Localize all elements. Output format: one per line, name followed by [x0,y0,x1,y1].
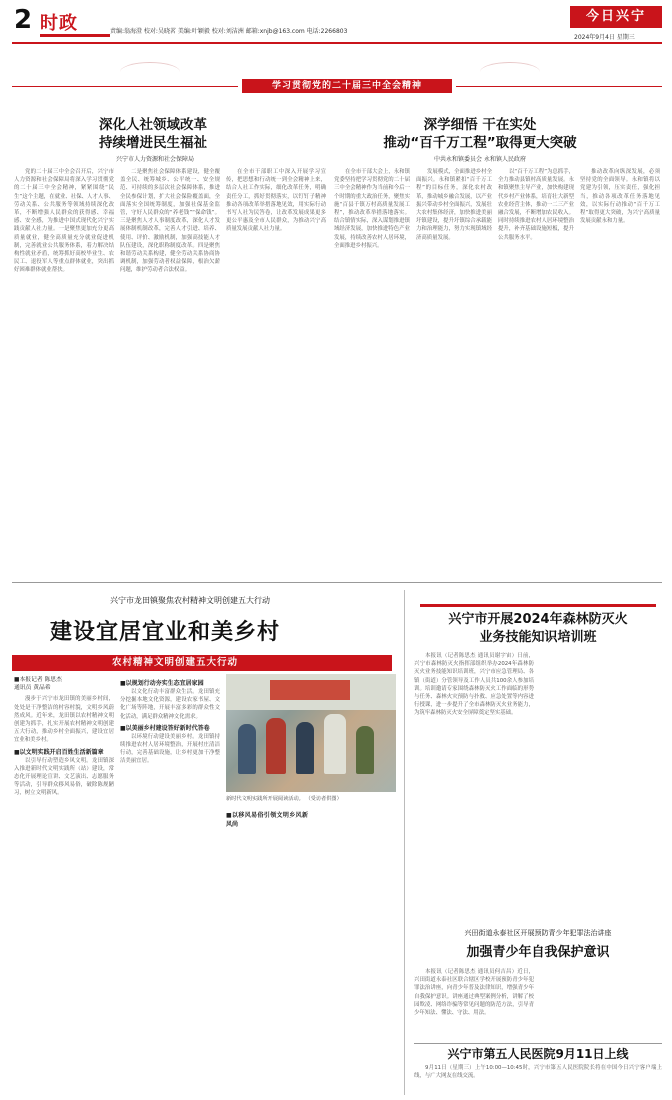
youth-protection-kicker: 兴田街道永泰社区开展预防青少年犯罪法治讲座 [464,929,612,937]
masthead-rule [12,42,662,44]
village-feature-bar [12,655,392,671]
fire-training-column-1 [414,652,534,920]
fire-training-rule [420,604,656,607]
fire-training-paragraph: 本报讯（记者陈思杰 通讯员谢宇宙）日前，兴宁市森林防灭火指挥部组织举办2024年森林防灭火业务技能知识培训班，兴宁市应急管理局、各镇（街道）分管领导及工作人员共100余人参加培训。培训邀请专家围绕森林防灭火工作面临的形势与任务、森林火灾预防与扑救、应急处置等内容进行授课，进一步提升了全市森林防灭火业务能力，为筑牢森林防灭火安全屏障奠定坚实基础。 [414,653,534,717]
banner-line-left [12,86,238,87]
article-a-byline: 兴宁市人力资源和社会保障局 [115,156,194,163]
article-b-paragraph: 以“百千万工程”为总抓手，全力推动县镇村高质量发展。永和镇聚焦主导产业，加快构建现代乡村产业体系，培育壮大新型农业经营主体，推动一二三产业融合发展，不断增加农民收入。同时持续推进农村人居环境整治提升，补齐基础设施短板，提升公共服务水平。 [498,169,574,241]
photo-person [296,722,314,774]
village-photo-caption: 新时代文明实践所开展阅读活动。 （受访者供图） [226,796,342,802]
special-topic-label: 学习贯彻党的二十届三中全会精神 [242,79,452,93]
village-subhead: ■以移风易俗引领文明乡风新风尚 [226,812,308,828]
photo-banner [270,680,350,700]
article-a-column-2 [120,168,220,576]
youth-protection-title: 加强青少年自我保护意识 [466,945,610,960]
article-a-column-1 [14,168,114,576]
hospital-online-title: 兴宁市第五人民医院9月11日上线 [447,1047,629,1061]
village-byline: ■本报记者 陈思杰 通讯员 黄品希 [14,677,62,692]
column-divider [404,590,405,1095]
village-subhead: ■以文明实践开启百姓生活新篇章 [14,748,104,756]
article-a-paragraph: 在全市干部职工中深入开展学习宣传，把思想和行动统一到全会精神上来，结合人社工作实际，细化改革任务，明确责任分工，抓好贯彻落实，以钉钉子精神推动各项改革举措落地见效，用实际行动书写人社为民答卷，让改革发展成果更多更公平惠及全市人民群众，为推动兴宁高质量发展贡献人社力量。 [226,169,326,233]
hospital-online-paragraph: 9月11日（星期三）上午10:00—10:45时，兴宁市第五人民医院院长将在中国今日兴宁客户端上线，与广大网友在线交流。 [414,1065,662,1080]
village-column-1 [14,676,114,1094]
village-photo [226,674,396,792]
article-b-byline: 中共永和镇委员会 永和镇人民政府 [434,156,526,163]
masthead [0,0,672,44]
section-underline [40,34,110,37]
village-column-2 [120,676,220,1094]
photo-person [238,724,256,774]
special-topic-banner [12,79,662,93]
newspaper-logo: 今日兴宁 [570,6,662,28]
village-subhead: ■以美丽乡村建设答好新时代答卷 [120,724,210,732]
article-a-column-3 [226,168,326,576]
youth-protection-paragraph: 本报讯（记者陈思杰 通讯员何吉昌）近日，兴田街道永泰社区联合辖区学校开展预防青少年犯罪法治讲座，向青少年普及法律知识，增强青少年自我保护意识。讲座通过典型案例分析，讲解了校园欺凌、网络诈骗等常见问题的防范方法，引导青少年知法、懂法、守法、用法。 [414,969,534,1017]
article-b-title: 深学细悟 干在实处 推动“百千万工程”取得更大突破 [383,117,577,151]
photo-person [356,726,374,774]
congress-rule [414,1043,662,1044]
youth-protection-column-2 [540,968,662,1040]
banner-line-right [456,86,662,87]
section-divider [12,582,662,583]
section-name: 时政 [40,13,78,34]
article-a-paragraph: 二是聚焦社会保障体系建设，健全覆盖全民、统筹城乡、公平统一、安全规范、可持续的多层次社会保障体系，推进全民参保计划，扩大社会保险覆盖面，全面落实全国统筹制度，加强社保基金监管，守好人民群众的“养老钱”“保命钱”。三是聚焦人才人事制度改革，深化人才发展体制机制改革，完善人才引进、培养、使用、评价、激励机制，加强高技能人才队伍建设，深化职称制度改革。四是聚焦和谐劳动关系构建，健全劳动关系协商协调机制，加强劳动者权益保障，根治欠薪问题，维护劳动者合法权益。 [120,169,220,274]
article-a-paragraph: 党的二十届三中全会召开后，兴宁市人力资源和社会保障局将深入学习贯彻党的二十届三中全会精神，紧紧围绕“民生”这个主题，在就业、社保、人才人事、劳动关系、公共服务等领域持续深化改革，不断增强人民群众的获得感、幸福感、安全感，为推进中国式现代化兴宁实践贡献人社力量。一是聚焦更加充分更高质量就业，健全高质量充分就业促进机制，完善就业公共服务体系，着力解决结构性就业矛盾，统筹抓好高校毕业生、农民工、退役军人等重点群体就业，突出抓好困难群体就业帮扶。 [14,169,114,274]
article-b-paragraph: 推动改革向纵深发展，必须坚持党的全面领导。永和镇将以党建为引领，压实责任，强化担当，推动各项改革任务落地见效，以实际行动推动“百千万工程”取得更大突破，为兴宁高质量发展贡献永和力量。 [580,169,660,225]
article-b-column-3 [498,168,574,576]
article-a-title: 深化人社领域改革 持续增进民生福祉 [99,117,207,151]
village-paragraph: 以环境行动建设美丽乡村。龙田镇持续推进农村人居环境整治，开展村庄清洁行动，完善基础设施，让乡村更加干净整洁美丽宜居。 [120,733,220,765]
article-b-paragraph: 发展模式，全面推进乡村全面振兴。永和镇紧扣“百千万工程”的目标任务，深化农村改革，推动城乡融合发展，以产业振兴带动乡村全面振兴，发展壮大农村集体经济，加快推进美丽圩镇建设，提升圩镇综合承载能力和治理能力，努力实现镇域经济高质量发展。 [416,169,492,241]
village-feature-kicker: 兴宁市龙田镇聚焦农村精神文明创建五大行动 [110,596,270,605]
photo-person [324,714,346,774]
village-column-3 [226,808,308,1094]
village-paragraph: 以引导行动塑造乡风文明。龙田镇深入推进新时代文明实践所（站）建设，常态化开展理论宣讲、文艺演出、志愿服务等活动，引导群众移风易俗，破除陈规陋习，树立文明新风。 [14,757,114,797]
issue-date: 2024年9月4日 星期三 [574,34,635,41]
fire-training-column-2 [540,652,662,920]
village-feature-title: 建设宜居宜业和美乡村 [50,620,281,645]
fire-training-title: 兴宁市开展2024年森林防灭火 业务技能知识培训班 [448,612,628,645]
hospital-online-body [414,1064,662,1096]
page-number: 2 [14,5,33,35]
article-b-paragraph: 在全市干部大会上，永和镇党委坚持把学习贯彻党的二十届三中全会精神作为当前和今后一个时期的重大政治任务，聚焦实施“百县千镇万村高质量发展工程”，推动改革举措落地落实。结合镇情实际，深入谋划推进镇域经济发展，加快推进特色产业发展，持续改善农村人居环境，全面推进乡村振兴。 [334,169,410,249]
article-b-column-4 [580,168,660,576]
village-paragraph: 以文化行动丰富群众生活。龙田镇充分挖掘本地文化资源，建设农家书屋、文化广场等阵地，开展丰富多彩的群众性文化活动，满足群众精神文化需求。 [120,689,220,720]
village-subhead: ■以规划行动夯实生态宜居家园 [120,680,204,687]
village-paragraph: 漫步于兴宁市龙田镇的美丽乡村间，处处是干净整洁的村容村貌，文明乡风蔚然成风。近年来，龙田镇以农村精神文明创建为抓手，扎实开展农村精神文明创建五大行动，推动乡村全面振兴，建设宜居宜业和美乡村。 [14,696,114,744]
editor-line: 责编:翁海澄 校对:吴晓茗 美编:叶颖毅 校对:刘洁洲 邮箱:xnjb@163.com 电话:2266803 [110,28,348,35]
photo-person [266,718,286,774]
article-b-column-2 [416,168,492,576]
article-b-column-1 [334,168,410,576]
village-feature-bar-label: 农村精神文明创建五大行动 [112,657,239,668]
village-column-4 [314,808,398,1094]
youth-protection-column-1 [414,968,534,1040]
